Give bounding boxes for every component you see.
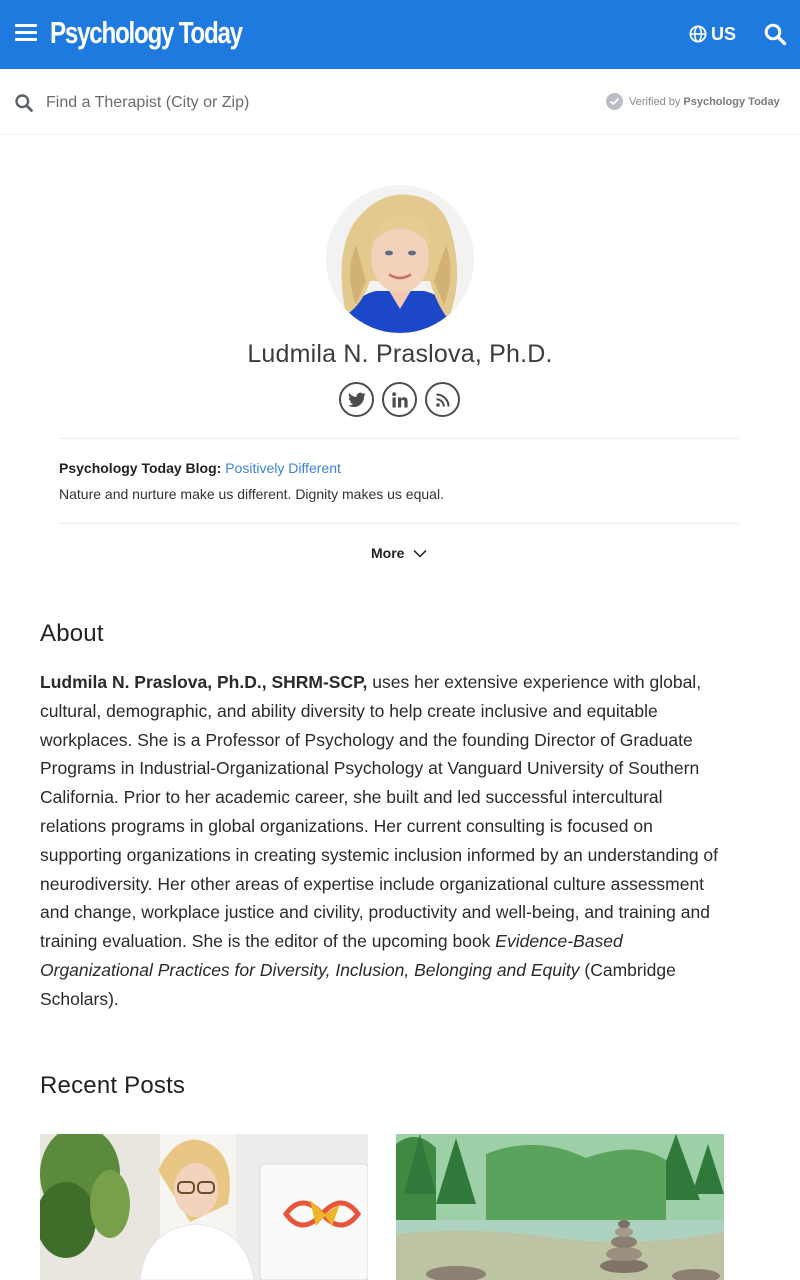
more-label: More: [371, 545, 405, 561]
therapist-search-bar: [0, 69, 800, 135]
divider: [59, 438, 739, 439]
about-text: [40, 668, 730, 1014]
check-icon: [606, 93, 623, 110]
author-avatar: [326, 185, 474, 333]
search-icon[interactable]: [763, 22, 787, 46]
blog-line: [59, 460, 341, 476]
social-links: [339, 382, 460, 417]
chevron-down-icon: [413, 549, 427, 558]
therapist-search-input[interactable]: [40, 89, 400, 117]
linkedin-link[interactable]: [382, 382, 417, 417]
post-image-2[interactable]: [396, 1134, 724, 1280]
twitter-link[interactable]: [339, 382, 374, 417]
menu-icon[interactable]: [15, 24, 37, 42]
rss-icon: [436, 393, 450, 407]
more-button[interactable]: [371, 545, 427, 561]
linkedin-icon: [392, 392, 408, 408]
about-lead: Ludmila N. Praslova, Ph.D., SHRM-SCP,: [40, 672, 368, 692]
blog-tagline: Nature and nurture make us different. Dignity makes us equal.: [59, 486, 444, 502]
about-heading: About: [40, 620, 104, 647]
publisher: (Cambridge Scholars).: [40, 959, 676, 1009]
author-name: Ludmila N. Praslova, Ph.D.: [247, 340, 553, 368]
verified-badge: [606, 93, 780, 110]
post-image-1[interactable]: [40, 1134, 368, 1280]
region-selector[interactable]: [689, 22, 736, 46]
region-label: US: [711, 23, 737, 44]
twitter-icon: [348, 392, 366, 408]
verified-brand: Psychology Today: [683, 95, 780, 108]
blog-label: Psychology Today Blog:: [59, 460, 222, 476]
rss-link[interactable]: [425, 382, 460, 417]
site-logo[interactable]: Psychology Today: [50, 15, 242, 50]
verified-prefix: Verified by: [629, 95, 681, 108]
search-icon: [14, 93, 34, 113]
book-title: Evidence-Based Organizational Practices for Diversity, Inclusion, Belonging and Equity: [40, 931, 623, 980]
blog-link[interactable]: Positively Different: [225, 460, 341, 476]
recent-posts-heading: Recent Posts: [40, 1072, 186, 1099]
divider: [59, 523, 739, 524]
about-body: uses her extensive experience with global, cultural, demographic, and ability diversity to help create inclusive and equitable workplaces. She is a Professor of Psychology and the founding Director of Graduate Programs in Industrial-Organizational Psychology at Vanguard University of Southern California. Prior to her academic career, she built and led successful intercultural relations programs in global organizations. Her current consulting is focused on supporting organizations in creating systemic inclusion informed by an understanding of neurodiversity. Her other areas of expertise include organizational culture assessment and change, workplace justice and civility, productivity and well-being, and training and training evaluation. She is the editor of the upcoming book: [40, 672, 719, 952]
globe-icon: [689, 25, 707, 43]
top-bar: [0, 0, 800, 69]
